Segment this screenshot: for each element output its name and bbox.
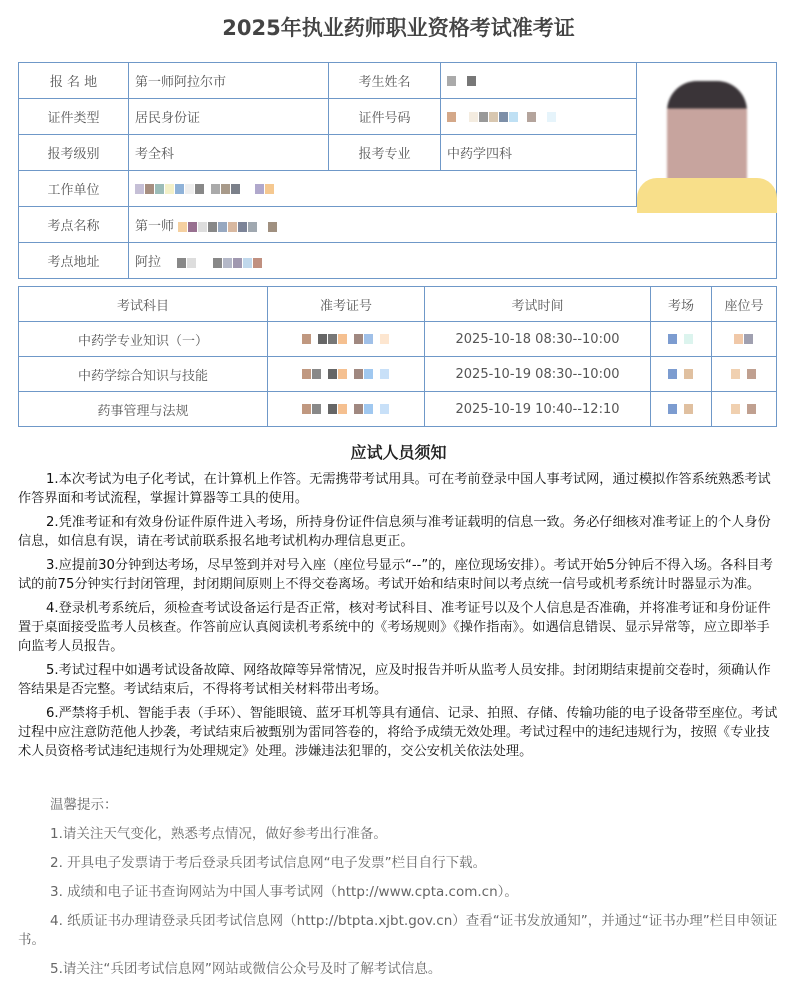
room-redacted — [651, 392, 712, 427]
page-title: 2025年执业药师职业资格考试准考证 — [222, 16, 575, 40]
name-label: 考生姓名 — [329, 63, 441, 99]
reg-place-value: 第一师阿拉尔市 — [129, 63, 329, 99]
tips-title: 温馨提示： — [50, 797, 118, 813]
table-row — [19, 357, 777, 392]
ticket-no-redacted — [268, 392, 425, 427]
tip-item: 4. 纸质证书办理请登录兵团考试信息网（http://btpta.xjbt.gov.cn）查看“证书发放通知”，并通过“证书办理”栏目申领证书。 — [18, 913, 778, 948]
tip-item: 3. 成绩和电子证书查询网站为中国人事考试网（http://www.cpta.com.cn）。 — [50, 884, 518, 900]
tip-item: 5.请关注“兵团考试信息网”网站或微信公众号及时了解考试信息。 — [50, 961, 442, 977]
level-label: 报考级别 — [19, 135, 129, 171]
header-time: 考试时间 — [425, 287, 651, 322]
major-value: 中药学四科 — [441, 135, 637, 171]
work-unit-redacted — [129, 171, 637, 207]
rule-item: 5.考试过程中如遇考试设备故障、网络故障等异常情况，应及时报告并听从监考人员安排。封闭期结束提前交卷时，须确认作答结果是否完整。考试结束后，不得将考试相关材料带出考场。 — [18, 663, 771, 697]
header-subject: 考试科目 — [19, 287, 268, 322]
room-redacted — [651, 322, 712, 357]
header-room: 考场 — [651, 287, 712, 322]
subject-cell: 中药学综合知识与技能 — [19, 357, 268, 392]
tips-section — [18, 796, 778, 989]
site-label: 考点名称 — [19, 207, 129, 243]
seat-redacted — [712, 322, 777, 357]
header-seat: 座位号 — [712, 287, 777, 322]
seat-redacted — [712, 357, 777, 392]
candidate-photo — [637, 63, 777, 207]
subject-cell: 药事管理与法规 — [19, 392, 268, 427]
rule-item: 3.应提前30分钟到达考场，尽早签到并对号入座（座位号显示“--”的，座位现场安排）。考试开始5分钟后不得入场。各科目考试的前75分钟实行封闭管理，封闭期间原则上不得交卷离场。考试开始和结束时间以考点统一信号或机考系统计时器显示为准。 — [18, 558, 773, 592]
reg-place-label: 报 名 地 — [19, 63, 129, 99]
address-label: 考点地址 — [19, 243, 129, 279]
time-cell: 2025-10-19 08:30--10:00 — [425, 357, 651, 392]
exam-schedule-table — [18, 286, 777, 427]
major-label: 报考专业 — [329, 135, 441, 171]
level-value: 考全科 — [129, 135, 329, 171]
rule-item: 1.本次考试为电子化考试，在计算机上作答。无需携带考试用具。可在考前登录中国人事考试网，通过模拟作答系统熟悉考试作答界面和考试流程，掌握计算器等工具的使用。 — [18, 472, 771, 506]
rule-item: 6.严禁将手机、智能手表（手环）、智能眼镜、蓝牙耳机等具有通信、记录、拍照、存储、传输功能的电子设备带至座位。考试过程中应注意防范他人抄袭，考试结束后被甄别为雷同答卷的，将给予成绩无效处理。考试过程中的违纪违规行为，按照《专业技术人员资格考试违纪违规行为处理规定》处理。涉嫌违法犯罪的，交公安机关依法处理。 — [18, 706, 778, 759]
seat-redacted — [712, 392, 777, 427]
id-no-label: 证件号码 — [329, 99, 441, 135]
tip-item: 2. 开具电子发票请于考后登录兵团考试信息网“电子发票”栏目自行下载。 — [50, 855, 487, 871]
ticket-no-redacted — [268, 322, 425, 357]
rule-item: 4.登录机考系统后，须检查考试设备运行是否正常，核对考试科目、准考证号以及个人信息是否准确，并将准考证和身份证件置于桌面接受监考人员核查。作答前应认真阅读机考系统中的《考场规则》《操作指南》。如遇信息错误、显示异常等，应立即举手向监考人员报告。 — [18, 601, 771, 654]
name-redacted — [441, 63, 637, 99]
candidate-info-table — [18, 62, 777, 279]
work-unit-label: 工作单位 — [19, 171, 129, 207]
address-value — [129, 243, 777, 279]
id-type-label: 证件类型 — [19, 99, 129, 135]
time-cell: 2025-10-19 10:40--12:10 — [425, 392, 651, 427]
notice-title: 应试人员须知 — [350, 443, 447, 462]
tip-item: 1.请关注天气变化，熟悉考点情况，做好参考出行准备。 — [50, 826, 387, 842]
rules-list — [18, 470, 778, 766]
id-no-redacted — [441, 99, 637, 135]
table-row — [19, 392, 777, 427]
table-row — [19, 322, 777, 357]
subject-cell: 中药学专业知识（一） — [19, 322, 268, 357]
site-prefix: 第一师 — [135, 219, 175, 234]
header-ticket-no: 准考证号 — [268, 287, 425, 322]
room-redacted — [651, 357, 712, 392]
rule-item: 2.凭准考证和有效身份证件原件进入考场，所持身份证件信息须与准考证载明的信息一致。务必仔细核对准考证上的个人身份信息，如信息有误，请在考试前联系报名地考试机构办理信息更正。 — [18, 515, 771, 549]
id-type-value: 居民身份证 — [129, 99, 329, 135]
time-cell: 2025-10-18 08:30--10:00 — [425, 322, 651, 357]
address-prefix: 阿拉 — [135, 255, 162, 270]
ticket-no-redacted — [268, 357, 425, 392]
